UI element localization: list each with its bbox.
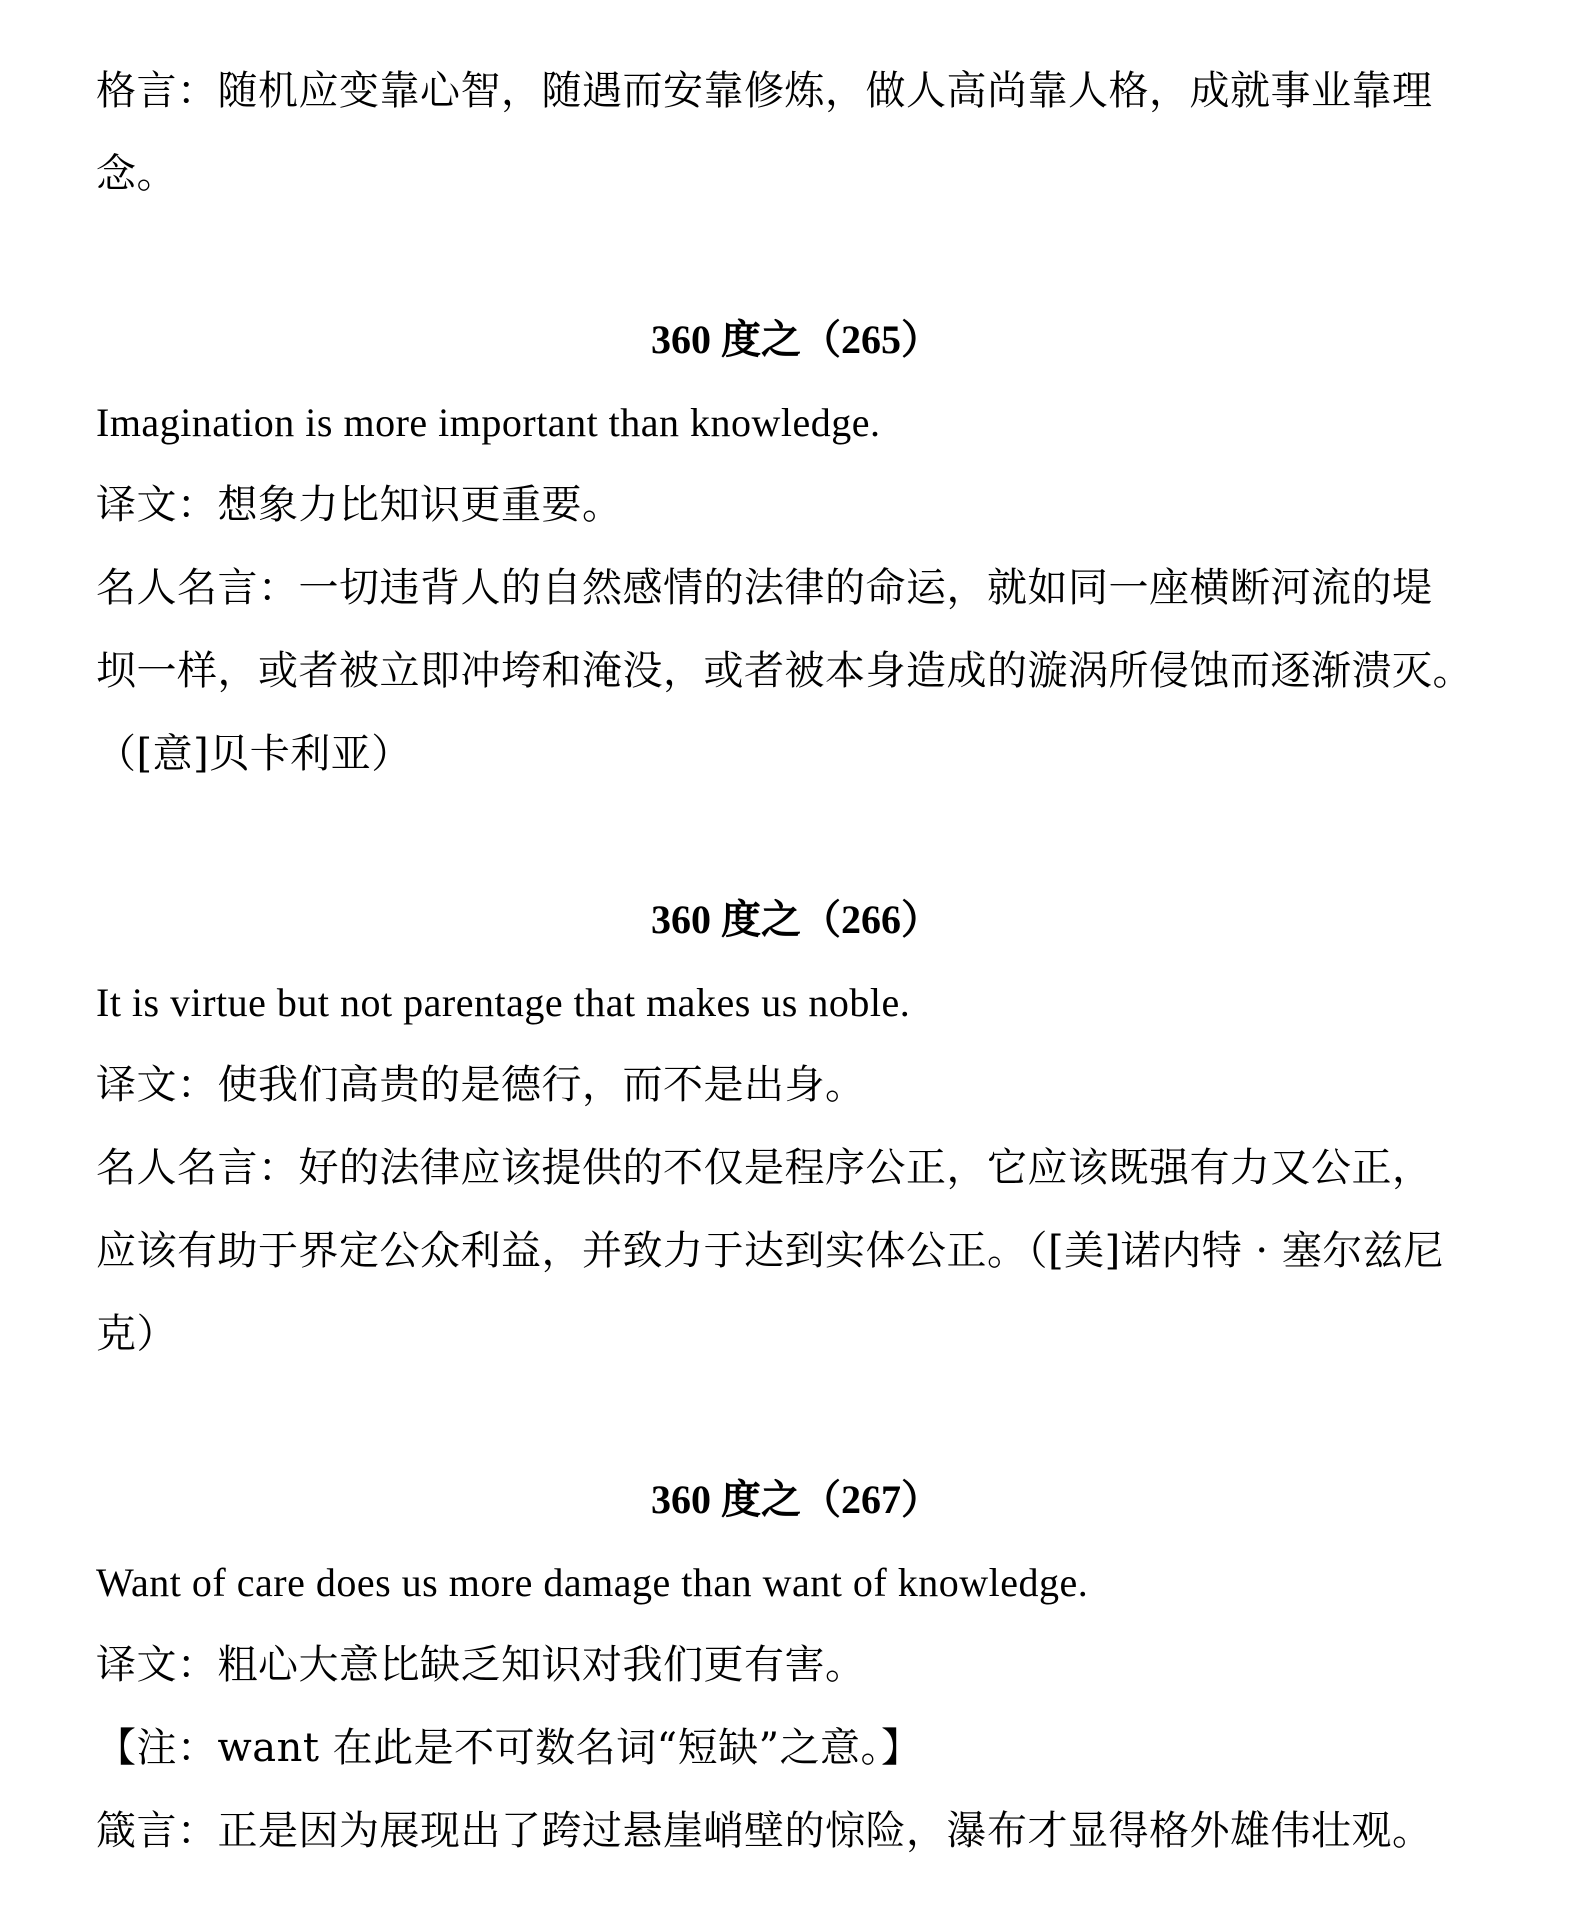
quote-line-2: 坝一样，或者被立即冲垮和淹没，或者被本身造成的漩涡所侵蚀而逐渐溃灭。 [96, 648, 1473, 694]
section-heading: 360 度之（267） [651, 1477, 941, 1522]
quote-line-1: 名人名言：好的法律应该提供的不仅是程序公正，它应该既强有力又公正， [96, 1145, 1433, 1191]
translation-line: 译文：使我们高贵的是德行，而不是出身。 [96, 1062, 866, 1108]
translation-line: 译文：粗心大意比缺乏知识对我们更有害。 [96, 1642, 866, 1688]
section-heading: 360 度之（266） [651, 897, 941, 942]
motto-line-2: 念。 [96, 151, 177, 197]
document-page [96, 50, 1496, 1873]
quote-line-1: 名人名言：一切违背人的自然感情的法律的命运，就如同一座横断河流的堤 [96, 565, 1433, 611]
english-sentence: It is virtue but not parentage that makes us noble. [96, 980, 911, 1025]
proverb-line: 箴言：正是因为展现出了跨过悬崖峭壁的惊险，瀑布才显得格外雄伟壮观。 [96, 1808, 1433, 1854]
quote-line-3: （[意]贝卡利亚） [96, 731, 412, 777]
motto-line-1: 格言：随机应变靠心智，随遇而安靠修炼，做人高尚靠人格，成就事业靠理 [96, 68, 1433, 114]
quote-line-2: 应该有助于界定公众利益，并致力于达到实体公正。（[美]诺内特 · 塞尔兹尼 [96, 1228, 1444, 1274]
english-sentence: Imagination is more important than knowledge. [96, 400, 881, 445]
english-sentence: Want of care does us more damage than want of knowledge. [96, 1560, 1089, 1605]
translation-line: 译文：想象力比知识更重要。 [96, 482, 623, 528]
note-line: 【注：want 在此是不可数名词“短缺”之意。】 [96, 1725, 922, 1771]
section-heading: 360 度之（265） [651, 317, 941, 362]
quote-line-3: 克） [96, 1311, 177, 1357]
